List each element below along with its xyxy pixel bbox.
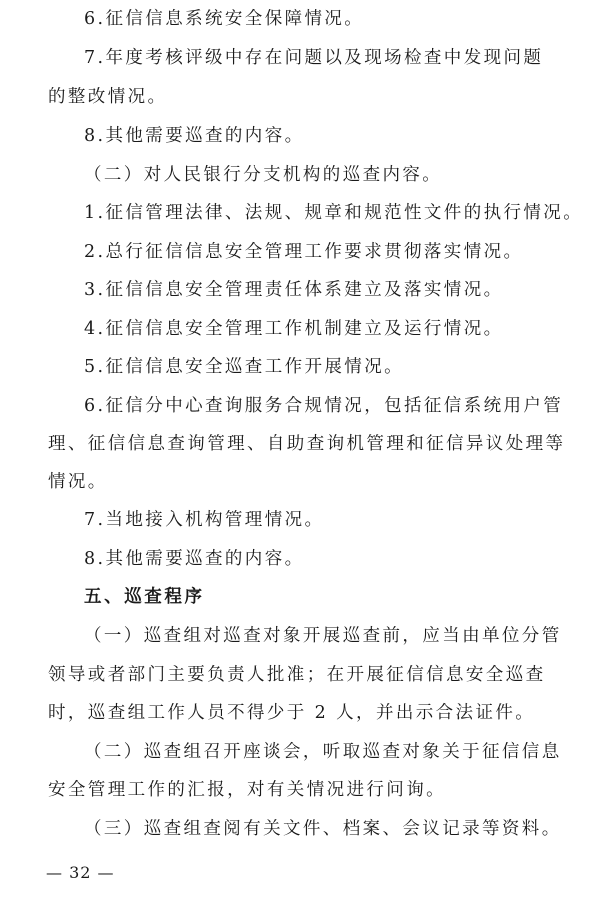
text-line: 7.年度考核评级中存在问题以及现场检查中发现问题 xyxy=(84,48,544,68)
section-heading: 五、巡查程序 xyxy=(84,587,205,607)
text-line: 8.其他需要巡查的内容。 xyxy=(84,126,305,146)
text-line: 的整改情况。 xyxy=(48,87,168,107)
text-line: 6.征信分中心查询服务合规情况，包括征信系统用户管 xyxy=(84,396,564,416)
section-subheading: （二）对人民银行分支机构的巡查内容。 xyxy=(84,165,443,185)
text-line: 理、征信信息查询管理、自助查询机管理和征信异议处理等 xyxy=(48,434,566,454)
text-line: 3.征信信息安全管理责任体系建立及落实情况。 xyxy=(84,280,504,300)
text-line: 1.征信管理法律、法规、规章和规范性文件的执行情况。 xyxy=(84,203,584,223)
text-line: 2.总行征信信息安全管理工作要求贯彻落实情况。 xyxy=(84,242,524,262)
text-line: 领导或者部门主要负责人批准；在开展征信信息安全巡查 xyxy=(48,665,546,685)
text-line: 7.当地接入机构管理情况。 xyxy=(84,510,325,530)
text-line: 时，巡查组工作人员不得少于 2 人，并出示合法证件。 xyxy=(48,703,536,723)
text-line: 安全管理工作的汇报，对有关情况进行问询。 xyxy=(48,780,446,800)
text-line: （一）巡查组对巡查对象开展巡查前，应当由单位分管 xyxy=(84,626,562,646)
text-line: 情况。 xyxy=(48,472,108,492)
text-line: 8.其他需要巡查的内容。 xyxy=(84,549,305,569)
text-line: 4.征信信息安全管理工作机制建立及运行情况。 xyxy=(84,319,504,339)
page-number: — 32 — xyxy=(46,863,115,882)
text-line: 5.征信信息安全巡查工作开展情况。 xyxy=(84,357,404,377)
text-line: （二）巡查组召开座谈会，听取巡查对象关于征信信息 xyxy=(84,742,562,762)
text-line: （三）巡查组查阅有关文件、档案、会议记录等资料。 xyxy=(84,819,562,839)
text-line: 6.征信信息系统安全保障情况。 xyxy=(84,9,365,29)
